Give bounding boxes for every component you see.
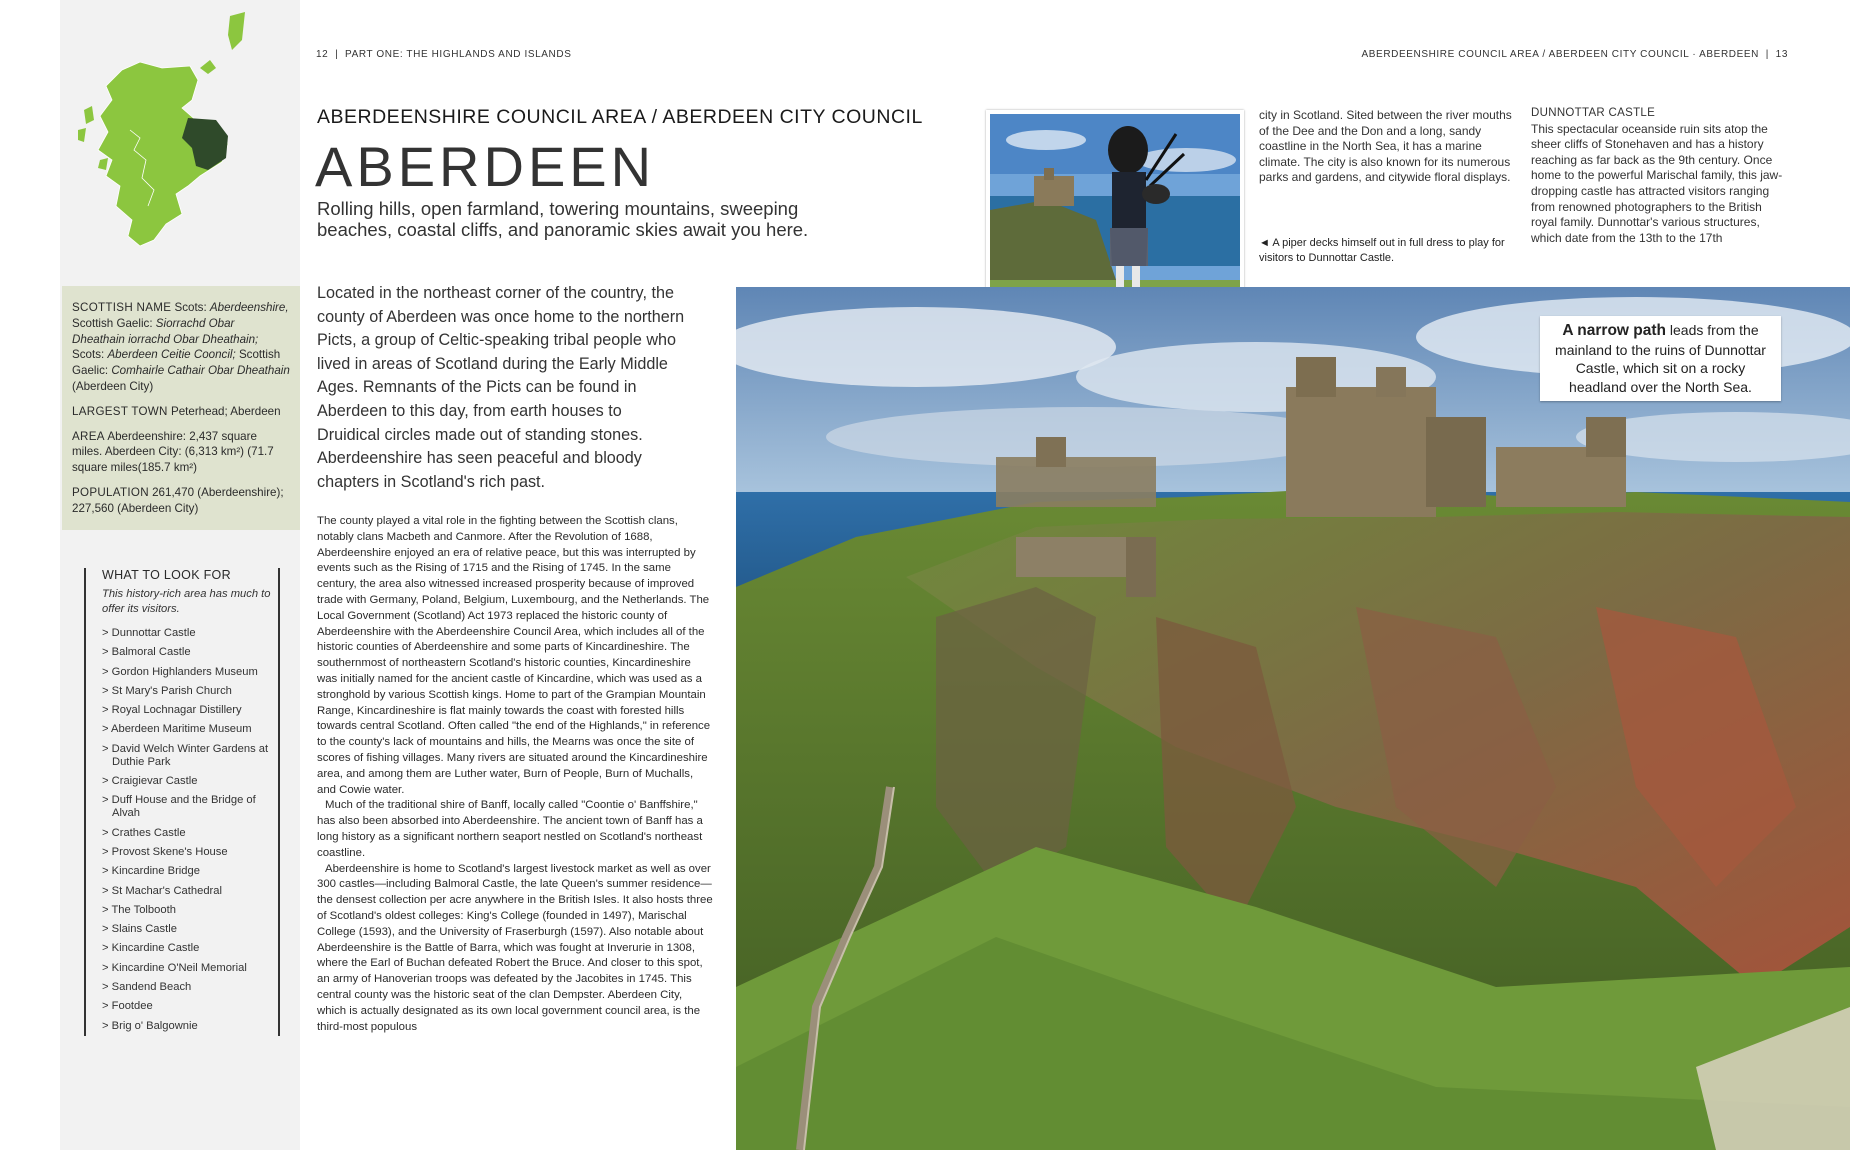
look-for-item: > Footdee	[102, 1000, 153, 1013]
page-number-left: 12	[316, 49, 329, 60]
dunnottar-sidebar	[1531, 106, 1791, 246]
largest-town-entry	[72, 404, 290, 420]
what-to-look-for-box	[84, 568, 280, 1036]
area-entry	[72, 429, 290, 476]
gaelic-label: Scottish Gaelic:	[72, 316, 156, 330]
running-head-right: ABERDEENSHIRE COUNCIL AREA / ABERDEEN CITY COUNCIL · ABERDEEN | 13	[1361, 49, 1788, 60]
gaelic-city-label: Scottish Gaelic:	[72, 348, 281, 378]
scottish-name-label: SCOTTISH NAME	[72, 301, 172, 314]
look-for-item: > Aberdeen Maritime Museum	[102, 723, 252, 736]
article-kicker: ABERDEENSHIRE COUNCIL AREA / ABERDEEN CITY COUNCIL	[317, 106, 923, 128]
look-for-item: > Royal Lochnagar Distillery	[102, 704, 242, 717]
look-for-item: > Crathes Castle	[102, 826, 186, 839]
look-for-item: > Kincardine Castle	[102, 942, 200, 955]
largest-town-label: LARGEST TOWN	[72, 404, 168, 418]
city-note: (Aberdeen City)	[72, 379, 154, 393]
look-for-item: > Balmoral Castle	[102, 646, 191, 659]
look-for-item: > Slains Castle	[102, 923, 177, 936]
look-for-item: > Gordon Highlanders Museum	[102, 665, 258, 678]
running-head-left: 12 | PART ONE: THE HIGHLANDS AND ISLANDS	[316, 49, 572, 60]
look-for-intro: This history-rich area has much to offer its visitors.	[102, 588, 271, 615]
scots-name: Aberdeenshire,	[209, 301, 289, 314]
look-for-item: > Kincardine O'Neil Memorial	[102, 961, 247, 974]
facts-box	[62, 286, 300, 530]
look-for-item: > Dunnottar Castle	[102, 627, 196, 639]
look-for-item: > Provost Skene's House	[102, 845, 228, 858]
look-for-item: > Kincardine Bridge	[102, 865, 200, 878]
largest-town-value: Peterhead; Aberdeen	[170, 404, 281, 418]
body-paragraph: Aberdeenshire is home to Scotland's largest livestock market as well as over 300 castles—including Balmoral Castle, the late Queen's summer residence—the densest collection per acre anywhere in the British Isles. It also hosts three of Scotland's oldest colleges: King's College (founded in 1497), Marischal College (1593), and the University of Fraserburgh (1597). Also notable about Aberdeenshire is the Battle of Barra, which was fought at Inverurie in 1308, where the Earl of Buchan defeated Robert the Bruce. And closer to this spot, an army of Hanoverian troops was defeated by the Jacobites in 1745. This central county was the historic seat of the clan Dempster. Aberdeen City, which is actually designated as its own local government council area, is the third-most populous	[317, 862, 713, 1033]
look-for-item: > St Mary's Parish Church	[102, 684, 232, 697]
shetland-islands	[228, 12, 245, 50]
scots-label: Scots:	[174, 301, 210, 314]
look-for-heading: WHAT TO LOOK FOR	[102, 568, 231, 582]
look-for-item: > Brig o' Balgownie	[102, 1019, 198, 1032]
article-lead: Located in the northeast corner of the country, the county of Aberdeen was once home to the northern Picts, a group of Celtic-speaking tribal people who lived in areas of Scotland during the Early Middle Ages. Remnants of the Picts can be found in Aberdeen to this day, from earth houses to Druidical circles made out of standing stones. Aberdeenshire has seen peaceful and bloody chapters in Scotland's rich past.	[317, 284, 685, 491]
scottish-name-entry	[72, 300, 290, 395]
scots-city-name: Aberdeen Ceitie Cooncil;	[107, 348, 236, 362]
population-value: 261,470 (Aberdeenshire); 227,560 (Aberdeen City)	[72, 485, 284, 515]
population-entry	[72, 485, 290, 517]
inner-hebrides	[98, 158, 108, 170]
gaelic-name: Siorrachd Obar Dheathain iorrachd Obar Dheathain;	[72, 316, 259, 346]
look-for-item: > David Welch Winter Gardens at Duthie Park	[102, 742, 269, 768]
running-title-right: ABERDEENSHIRE COUNCIL AREA / ABERDEEN CITY COUNCIL · ABERDEEN	[1361, 49, 1759, 60]
article-body	[317, 514, 713, 1035]
look-for-item: > The Tolbooth	[102, 903, 176, 916]
body-paragraph: The county played a vital role in the fighting between the Scottish clans, notably clans Macbeth and Canmore. After the Revolution of 1688, Aberdeenshire enjoyed an era of relative peace, but this was interrupted by events such as the Rising of 1715 and the Rising of 1745. In the same century, the area also witnessed increased prosperity because of improved trade with Germany, Poland, Belgium, Luxembourg, and the Netherlands. The Local Government (Scotland) Act 1973 replaced the historic county of Aberdeenshire with the Aberdeenshire Council Area, which includes all of the historic counties of Aberdeenshire and some parts of Kincardineshire. The southernmost of northeastern Scotland's historic counties, Kincardineshire was initially named for the ancient castle of Kincardine, which was used as a stronghold by various Scottish kings. Home to part of the Grampian Mountain Range, Kincardineshire is flat mainly towards the coast with forested hills towards central Scotland. Often called "the end of the Highlands," in reference to the county's lack of mountains and hills, the Mearns was once the site of scores of fishing villages. Many rivers are situated around the Kincardineshire area, and among them are Luther water, Burn of People, Burn of Muchalls, and Cowie water.	[317, 515, 711, 796]
article-subtitle: Rolling hills, open farmland, towering mountains, sweeping beaches, coastal cliffs, and panoramic skies await you here.	[317, 198, 809, 240]
scots-city-label: Scots:	[72, 348, 108, 362]
piper-caption: ◄ A piper decks himself out in full dress to play for visitors to Dunnottar Castle.	[1259, 237, 1505, 264]
scotland-locator-map	[70, 10, 270, 280]
western-isles-south	[78, 128, 86, 142]
running-title-left: PART ONE: THE HIGHLANDS AND ISLANDS	[345, 49, 572, 60]
look-for-list	[102, 627, 278, 1033]
area-label: AREA	[72, 429, 105, 443]
dunnottar-castle-photo	[736, 287, 1850, 1150]
look-for-item: > Sandend Beach	[102, 981, 192, 994]
area-value: Aberdeenshire: 2,437 square miles. Aberdeen City: (6,313 km²) (71.7 square miles(185.7 km²)	[72, 429, 274, 475]
population-label: POPULATION	[72, 485, 149, 499]
continued-text: city in Scotland. Sited between the river mouths of the Dee and the Don and a long, sandy coastline in the North Sea, it has a marine climate. The city is also known for its numerous parks and gardens, and citywide floral displays.	[1259, 108, 1512, 185]
body-paragraph: Much of the traditional shire of Banff, locally called "Coontie o' Banffshire," has also been absorbed into Aberdeenshire. The ancient town of Banff has a long history as a significant northern seaport nestled on Scotland's northeast coastline.	[317, 799, 703, 859]
western-isles	[84, 106, 94, 124]
look-for-item: > Craigievar Castle	[102, 775, 198, 788]
article-title: ABERDEEN	[315, 135, 656, 198]
dunnottar-text: This spectacular oceanside ruin sits atop the sheer cliffs of Stonehaven and has a history reaching as far back as the 9th century. Once home to the powerful Marischal family, this jaw-dropping castle has attracted visitors ranging from renowned photographers to the British royal family. Dunnottar's various structures, which date from the 13th to the 17th	[1531, 121, 1783, 245]
orkney-islands	[200, 60, 216, 74]
look-for-item: > Duff House and the Bridge of Alvah	[102, 794, 256, 820]
look-for-item: > St Machar's Cathedral	[102, 884, 222, 897]
gaelic-city-name: Comhairle Cathair Obar Dheathain	[111, 364, 290, 378]
photo-callout	[1540, 316, 1781, 401]
callout-text: leads from the mainland to the ruins of Dunnottar Castle, which sit on a rocky headland over the North Sea.	[1555, 322, 1766, 395]
dunnottar-heading: DUNNOTTAR CASTLE	[1531, 107, 1656, 119]
page-number-right: 13	[1775, 49, 1788, 60]
callout-bold: A narrow path	[1562, 322, 1667, 339]
